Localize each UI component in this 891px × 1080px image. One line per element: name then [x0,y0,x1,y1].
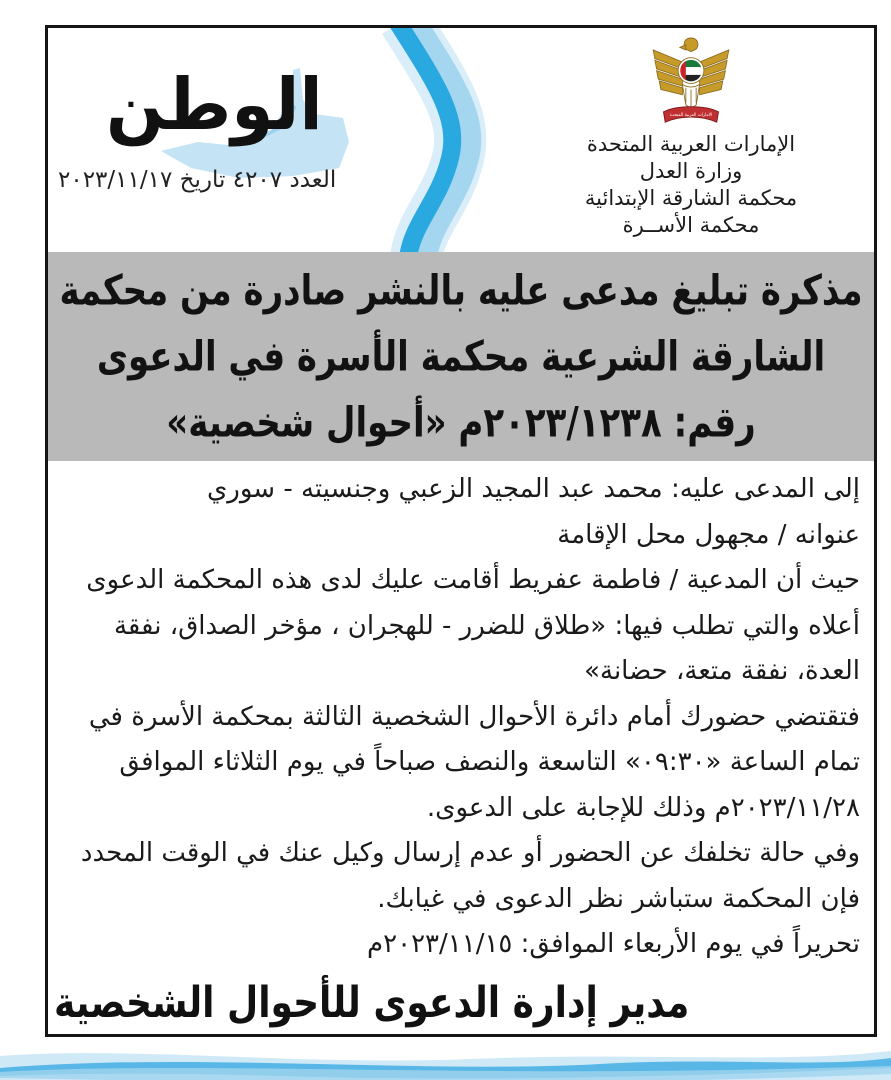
newspaper-masthead [48,28,518,252]
body-line: وفي حالة تخلفك عن الحضور أو عدم إرسال وكيل عنك في الوقت المحدد [80,838,860,868]
banner-line: مذكرة تبليغ مدعى عليه بالنشر صادرة من محكمة [59,266,863,315]
banner-line: الشارقة الشرعية محكمة الأسرة في الدعوى [96,332,826,381]
body-line: ٢٠٢٣/١١/٢٨م وذلك للإجابة على الدعوى. [426,792,860,823]
banner-line: رقم: ٢٠٢٣/١٢٣٨م «أحوال شخصية» [166,398,756,447]
bottom-wave-icon [0,1042,891,1080]
body-line: أعلاه والتي تطلب فيها: «طلاق للضرر - للهجران ، مؤخر الصداق، نفقة [113,610,860,641]
body-line: فتقتضي حضورك أمام دائرة الأحوال الشخصية الثالثة بمحكمة الأسرة في [88,701,860,732]
body-line: تحريراً في يوم الأربعاء الموافق: ٢٠٢٣/١١/١٥م [367,929,860,959]
court-header [526,36,856,239]
issue-line: العدد ٤٢٠٧ تاريخ ٢٠٢٣/١١/١٧ [58,167,337,193]
uae-emblem-icon [648,36,734,131]
body-line: فإن المحكمة ستباشر نظر الدعوى في غيابك. [377,883,860,914]
court-line-family: محكمة الأســرة [622,213,760,237]
court-line-country: الإمارات العربية المتحدة [586,132,796,156]
body-line: العدة، نفقة متعة، حضانة» [584,656,860,686]
watan-logo: الوطن [106,63,323,147]
notice-banner [48,252,874,461]
notice-frame [45,25,877,1037]
body-line: حيث أن المدعية / فاطمة عفريط أقامت عليك لدى هذه المحكمة الدعوى [86,565,860,595]
court-line-ministry: وزارة العدل [639,159,743,183]
body-line: إلى المدعى عليه: محمد عبد المجيد الزعبي وجنسيته - سوري [206,474,860,504]
notice-body [48,461,874,970]
body-line: تمام الساعة «٠٩:٣٠» التاسعة والنصف صباحاً في يوم الثلاثاء الموافق [119,747,860,777]
signature-line: مدير إدارة الدعوى للأحوال الشخصية [54,979,690,1028]
court-line-court: محكمة الشارقة الإبتدائية [584,186,798,210]
notice-header [48,28,874,252]
notice-footer [48,970,874,1032]
body-line: عنوانه / مجهول محل الإقامة [557,519,860,550]
emblem-ribbon-text: الامارات العربية المتحدة [669,113,713,119]
